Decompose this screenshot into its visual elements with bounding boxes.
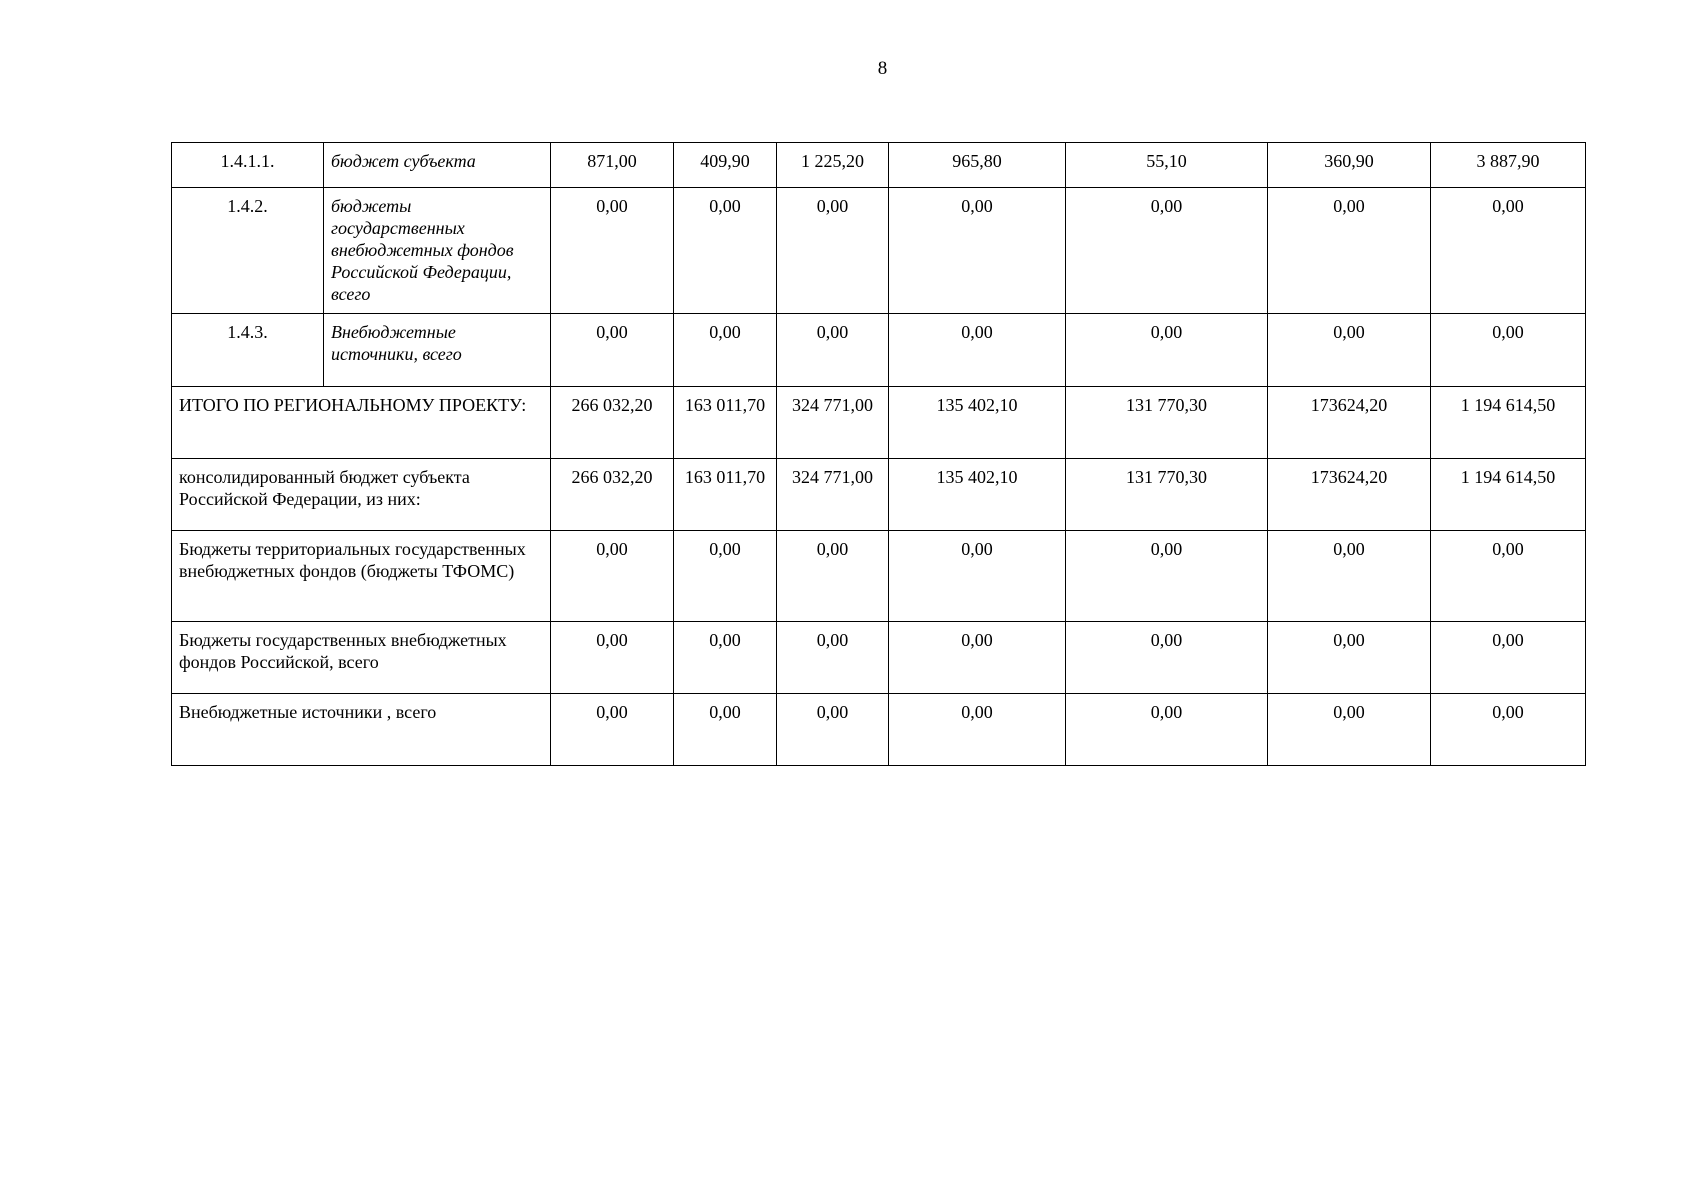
value-cell: 0,00 (1268, 622, 1431, 694)
value-cell: 163 011,70 (674, 459, 777, 531)
value-cell: 173624,20 (1268, 459, 1431, 531)
value-cell: 0,00 (889, 531, 1066, 622)
total-cell: 0,00 (1431, 188, 1586, 314)
value-cell: 266 032,20 (551, 387, 674, 459)
value-cell: 324 771,00 (777, 387, 889, 459)
value-cell: 163 011,70 (674, 387, 777, 459)
value-cell: 0,00 (551, 694, 674, 766)
value-cell: 0,00 (674, 188, 777, 314)
budget-table (171, 142, 1586, 766)
value-cell: 0,00 (777, 622, 889, 694)
row-name: бюджеты государственных внебюджетных фондов Российской Федерации, всего (324, 188, 551, 314)
value-cell: 135 402,10 (889, 459, 1066, 531)
value-cell: 0,00 (1268, 694, 1431, 766)
value-cell: 0,00 (889, 694, 1066, 766)
value-cell: 0,00 (889, 188, 1066, 314)
value-cell: 1 225,20 (777, 143, 889, 188)
total-cell: 0,00 (1431, 622, 1586, 694)
value-cell: 0,00 (551, 188, 674, 314)
value-cell: 324 771,00 (777, 459, 889, 531)
value-cell: 0,00 (1268, 314, 1431, 387)
summary-row (172, 387, 1586, 459)
value-cell: 0,00 (551, 622, 674, 694)
value-cell: 0,00 (777, 531, 889, 622)
summary-row (172, 531, 1586, 622)
value-cell: 0,00 (1066, 694, 1268, 766)
value-cell: 0,00 (777, 694, 889, 766)
row-code: 1.4.2. (172, 188, 324, 314)
summary-label: ИТОГО ПО РЕГИОНАЛЬНОМУ ПРОЕКТУ: (172, 387, 551, 459)
row-code: 1.4.1.1. (172, 143, 324, 188)
value-cell: 0,00 (889, 314, 1066, 387)
value-cell: 0,00 (1066, 188, 1268, 314)
row-name: бюджет субъекта (324, 143, 551, 188)
value-cell: 0,00 (674, 694, 777, 766)
value-cell: 0,00 (1268, 188, 1431, 314)
value-cell: 0,00 (777, 188, 889, 314)
summary-label: Бюджеты государственных внебюджетных фондов Российской, всего (172, 622, 551, 694)
value-cell: 55,10 (1066, 143, 1268, 188)
summary-row (172, 459, 1586, 531)
value-cell: 0,00 (674, 622, 777, 694)
value-cell: 0,00 (674, 531, 777, 622)
value-cell: 0,00 (1066, 314, 1268, 387)
row-code: 1.4.3. (172, 314, 324, 387)
value-cell: 871,00 (551, 143, 674, 188)
value-cell: 0,00 (889, 622, 1066, 694)
value-cell: 131 770,30 (1066, 387, 1268, 459)
value-cell: 131 770,30 (1066, 459, 1268, 531)
page-number: 8 (877, 58, 888, 79)
value-cell: 135 402,10 (889, 387, 1066, 459)
total-cell: 3 887,90 (1431, 143, 1586, 188)
value-cell: 0,00 (777, 314, 889, 387)
summary-label: консолидированный бюджет субъекта Российской Федерации, из них: (172, 459, 551, 531)
total-cell: 1 194 614,50 (1431, 459, 1586, 531)
total-cell: 1 194 614,50 (1431, 387, 1586, 459)
total-cell: 0,00 (1431, 694, 1586, 766)
value-cell: 409,90 (674, 143, 777, 188)
value-cell: 173624,20 (1268, 387, 1431, 459)
value-cell: 0,00 (1066, 531, 1268, 622)
value-cell: 0,00 (1268, 531, 1431, 622)
summary-label: Бюджеты территориальных государственных внебюджетных фондов (бюджеты ТФОМС) (172, 531, 551, 622)
total-cell: 0,00 (1431, 531, 1586, 622)
table-row (172, 314, 1586, 387)
value-cell: 0,00 (551, 531, 674, 622)
value-cell: 965,80 (889, 143, 1066, 188)
value-cell: 0,00 (1066, 622, 1268, 694)
table-row (172, 143, 1586, 188)
summary-row (172, 622, 1586, 694)
value-cell: 266 032,20 (551, 459, 674, 531)
value-cell: 0,00 (551, 314, 674, 387)
summary-label: Внебюджетные источники , всего (172, 694, 551, 766)
value-cell: 0,00 (674, 314, 777, 387)
summary-row (172, 694, 1586, 766)
row-name: Внебюджетные источники, всего (324, 314, 551, 387)
total-cell: 0,00 (1431, 314, 1586, 387)
value-cell: 360,90 (1268, 143, 1431, 188)
table-row (172, 188, 1586, 314)
